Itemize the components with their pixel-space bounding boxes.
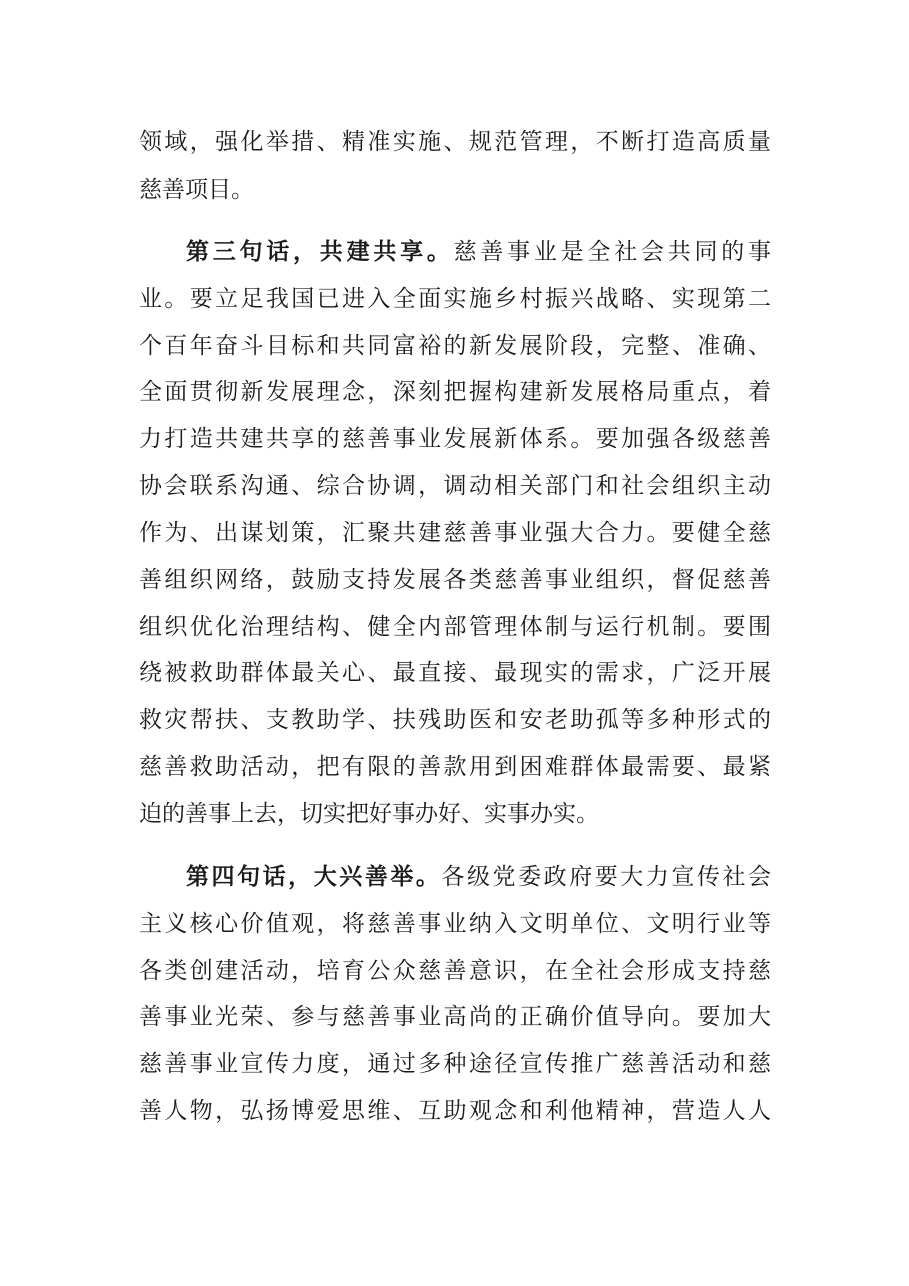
paragraph-2-heading: 第三句话，共建共享。 bbox=[186, 239, 454, 265]
paragraph-2-line-9: 组织优化治理结构、健全内部管理体制与运行机制。要围 bbox=[139, 614, 771, 640]
paragraph-3-line-3: 各类创建活动，培育公众慈善意识，在全社会形成支持慈 bbox=[139, 958, 771, 984]
paragraph-2-line-6: 协会联系沟通、综合协调，调动相关部门和社会组织主动 bbox=[139, 473, 771, 499]
paragraph-2-first-text: 慈善事业是全社会共同的事 bbox=[453, 239, 772, 265]
paragraph-3-line-1 bbox=[186, 857, 771, 897]
paragraph-2-line-2: 业。要立足我国已进入全面实施乡村振兴战略、实现第二 bbox=[139, 286, 771, 312]
paragraph-3-line-4: 善事业光荣、参与慈善事业高尚的正确价值导向。要加大 bbox=[139, 1004, 771, 1030]
paragraph-2-line-8: 善组织网络，鼓励支持发展各类慈善事业组织，督促慈善 bbox=[139, 567, 771, 593]
paragraph-2-line-3: 个百年奋斗目标和共同富裕的新发展阶段，完整、准确、 bbox=[139, 333, 771, 359]
paragraph-2-line-4: 全面贯彻新发展理念，深刻把握构建新发展格局重点，着 bbox=[139, 379, 771, 405]
paragraph-3-line-6: 善人物，弘扬博爱思维、互助观念和利他精神，营造人人 bbox=[139, 1098, 771, 1124]
paragraph-2-line-12: 慈善救助活动，把有限的善款用到困难群体最需要、最紧 bbox=[139, 754, 771, 780]
paragraph-3-first-text: 各级党委政府要大力宣传社会 bbox=[441, 864, 772, 890]
paragraph-2-line-7: 作为、出谋划策，汇聚共建慈善事业强大合力。要健全慈 bbox=[139, 520, 771, 546]
paragraph-2-line-5: 力打造共建共享的慈善事业发展新体系。要加强各级慈善 bbox=[139, 426, 771, 452]
paragraph-3-heading: 第四句话，大兴善举。 bbox=[186, 864, 442, 890]
paragraph-2-line-11: 救灾帮扶、支教助学、扶残助医和安老助孤等多种形式的 bbox=[139, 707, 771, 733]
paragraph-1-line-2: 慈善项目。 bbox=[139, 177, 254, 203]
paragraph-3-line-5: 慈善事业宣传力度，通过多种途径宣传推广慈善活动和慈 bbox=[139, 1051, 771, 1077]
paragraph-2-line-1 bbox=[186, 232, 771, 272]
paragraph-3-line-2: 主义核心价值观，将慈善事业纳入文明单位、文明行业等 bbox=[139, 911, 771, 937]
paragraph-2-line-10: 绕被救助群体最关心、最直接、最现实的需求，广泛开展 bbox=[139, 660, 771, 686]
paragraph-1-line-1: 领域，强化举措、精准实施、规范管理，不断打造高质量 bbox=[139, 129, 771, 155]
paragraph-2-line-13: 迫的善事上去，切实把好事办好、实事办实。 bbox=[139, 801, 599, 827]
